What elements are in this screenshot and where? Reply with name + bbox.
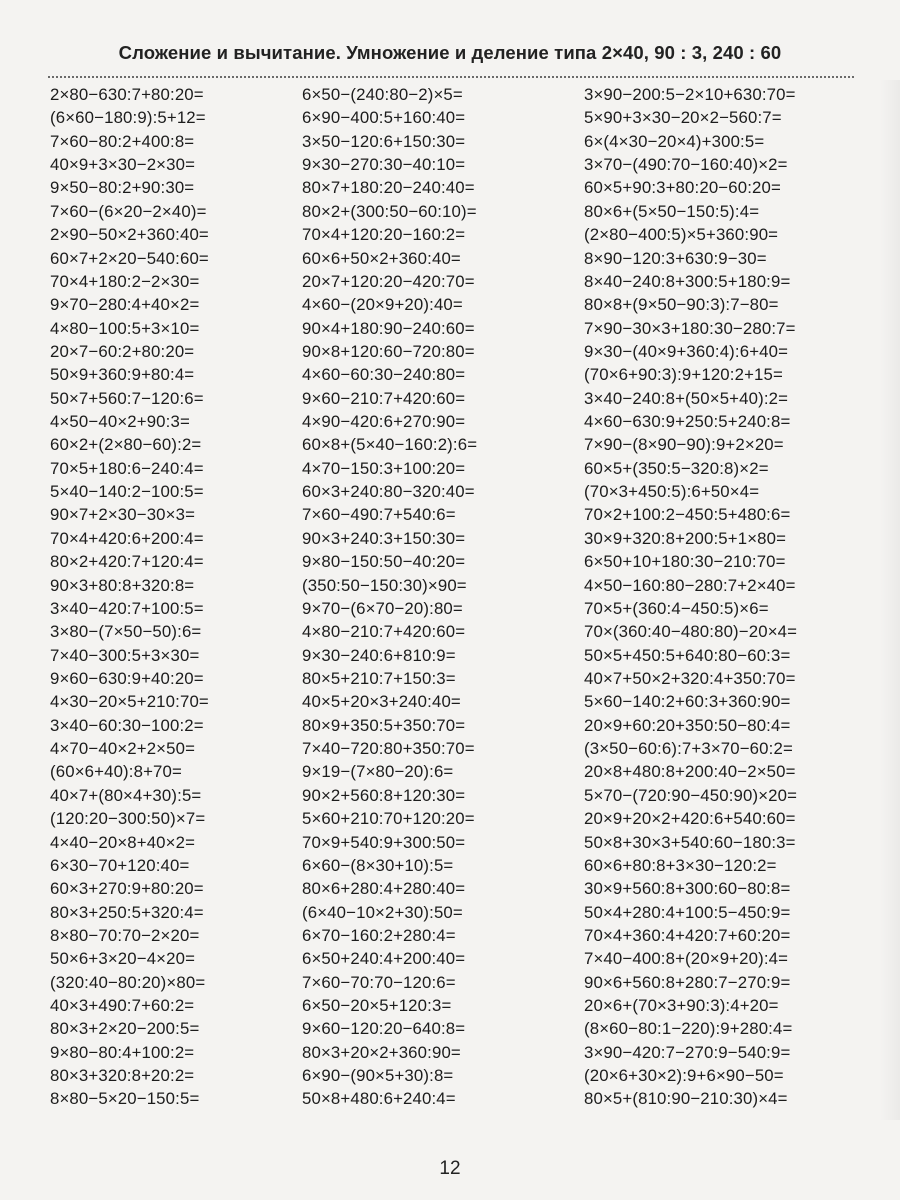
exercise-item: 4×60−630:9+250:5+240:8= [584,412,791,432]
exercise-item: 70×4+420:6+200:4= [50,528,204,548]
exercise-column-2 [302,83,477,1111]
exercise-item: 3×40−420:7+100:5= [50,598,204,618]
exercise-item: 70×4+360:4+420:7+60:20= [584,925,791,945]
exercise-item: 4×80−100:5+3×10= [50,318,200,338]
exercise-item: 9×70−280:4+40×2= [50,295,200,315]
exercise-item: 9×80−150:50−40:20= [302,552,466,572]
exercise-item: 6×(4×30−20×4)+300:5= [584,131,765,151]
exercise-item: 5×70−(720:90−450:90)×20= [584,785,798,805]
exercise-item: 80×3+2×20−200:5= [50,1019,200,1039]
exercise-item: (120:20−300:50)×7= [50,809,206,829]
exercise-item: 70×5+180:6−240:4= [50,458,204,478]
exercise-item: 9×50−80:2+90:30= [50,178,195,198]
exercise-item: 70×9+540:9+300:50= [302,832,466,852]
exercise-item: 20×9+60:20+350:50−80:4= [584,715,791,735]
exercise-item: 80×8+(9×50−90:3):7−80= [584,295,779,315]
exercise-item: 60×8+(5×40−160:2):6= [302,435,478,455]
exercise-item: 90×4+180:90−240:60= [302,318,475,338]
exercise-item: 5×60+210:70+120:20= [302,809,475,829]
exercise-item: 3×40−240:8+(50×5+40):2= [584,388,789,408]
exercise-item: 7×60−490:7+540:6= [302,505,456,525]
exercise-item: 9×30−240:6+810:9= [302,645,456,665]
exercise-item: 70×4+180:2−2×30= [50,271,200,291]
exercise-item: 7×40−720:80+350:70= [302,739,475,759]
exercise-item: (70×6+90:3):9+120:2+15= [584,365,783,385]
exercise-item: 4×30−20×5+210:70= [50,692,209,712]
exercise-item: 20×7−60:2+80:20= [50,341,195,361]
exercise-item: 90×3+240:3+150:30= [302,528,466,548]
exercise-item: 9×30−270:30−40:10= [302,155,466,175]
exercise-item: 70×5+(360:4−450:5)×6= [584,598,769,618]
exercise-item: 80×3+320:8+20:2= [50,1066,195,1086]
exercise-item: 20×9+20×2+420:6+540:60= [584,809,796,829]
exercise-item: 9×60−630:9+40:20= [50,668,204,688]
exercise-item: 9×80−80:4+100:2= [50,1042,195,1062]
exercise-item: 60×5+90:3+80:20−60:20= [584,178,781,198]
exercise-item: 7×60−70:70−120:6= [302,972,456,992]
exercise-item: 50×8+30×3+540:60−180:3= [584,832,796,852]
page-title: Сложение и вычитание. Умножение и деление типа 2×40, 90 : 3, 240 : 60 [118,42,782,63]
exercise-item: 8×80−5×20−150:5= [50,1089,200,1109]
exercise-item: 3×80−(7×50−50):6= [50,622,202,642]
exercise-item: 3×40−60:30−100:2= [50,715,204,735]
exercise-item: (8×60−80:1−220):9+280:4= [584,1019,793,1039]
exercise-item: (6×60−180:9):5+12= [50,108,206,128]
exercise-item: 90×6+560:8+280:7−270:9= [584,972,791,992]
exercise-item: 70×(360:40−480:80)−20×4= [584,622,798,642]
exercise-item: (350:50−150:30)×90= [302,575,467,595]
exercise-item: 50×8+480:6+240:4= [302,1089,456,1109]
exercise-item: 5×90+3×30−20×2−560:7= [584,108,782,128]
exercise-item: 40×7+(80×4+30):5= [50,785,202,805]
exercise-item: 60×6+50×2+360:40= [302,248,461,268]
exercise-item: 8×90−120:3+630:9−30= [584,248,767,268]
exercise-item: 7×90−(8×90−90):9+2×20= [584,435,784,455]
exercise-column-1 [50,83,209,1111]
exercise-item: 7×60−(6×20−2×40)= [50,201,207,221]
exercise-item: 90×3+80:8+320:8= [50,575,195,595]
exercise-item: 80×3+250:5+320:4= [50,902,204,922]
exercise-item: 80×7+180:20−240:40= [302,178,475,198]
exercise-item: 6×30−70+120:40= [50,855,190,875]
exercise-item: 8×40−240:8+300:5+180:9= [584,271,791,291]
exercise-item: 40×7+50×2+320:4+350:70= [584,668,796,688]
exercise-item: 4×70−150:3+100:20= [302,458,466,478]
exercise-item: 9×19−(7×80−20):6= [302,762,454,782]
exercise-item: 6×90−400:5+160:40= [302,108,466,128]
exercise-item: 6×70−160:2+280:4= [302,925,456,945]
exercise-item: 5×40−140:2−100:5= [50,482,204,502]
exercise-item: 3×70−(490:70−160:40)×2= [584,155,788,175]
exercise-item: 60×7+2×20−540:60= [50,248,209,268]
exercise-item: 50×7+560:7−120:6= [50,388,204,408]
exercise-item: 4×90−420:6+270:90= [302,412,466,432]
exercise-column-3 [584,83,797,1111]
exercise-item: 9×30−(40×9+360:4):6+40= [584,341,789,361]
exercise-item: 6×50+10+180:30−210:70= [584,552,786,572]
exercise-item: 90×7+2×30−30×3= [50,505,196,525]
exercise-item: 20×7+120:20−420:70= [302,271,475,291]
exercise-item: 7×40−300:5+3×30= [50,645,200,665]
exercise-item: 4×60−60:30−240:80= [302,365,466,385]
exercise-item: (20×6+30×2):9+6×90−50= [584,1066,784,1086]
exercise-item: 80×5+(810:90−210:30)×4= [584,1089,788,1109]
exercise-item: 40×5+20×3+240:40= [302,692,461,712]
exercise-item: (3×50−60:6):7+3×70−60:2= [584,739,793,759]
exercise-item: (6×40−10×2+30):50= [302,902,463,922]
exercise-item: 7×90−30×3+180:30−280:7= [584,318,796,338]
exercise-item: 3×90−200:5−2×10+630:70= [584,85,796,104]
page-number: 12 [439,1158,461,1179]
exercise-item: 30×9+560:8+300:60−80:8= [584,879,791,899]
exercise-item: 3×50−120:6+150:30= [302,131,466,151]
exercise-item: (320:40−80:20)×80= [50,972,206,992]
exercise-item: 50×5+450:5+640:80−60:3= [584,645,791,665]
dotted-divider [48,76,854,78]
exercise-item: 2×90−50×2+360:40= [50,225,209,245]
page-fold-shadow [880,80,900,1120]
exercise-item: 80×6+280:4+280:40= [302,879,466,899]
exercise-item: 60×6+80:8+3×30−120:2= [584,855,777,875]
exercise-item: 60×3+240:80−320:40= [302,482,475,502]
exercise-item: 8×80−70:70−2×20= [50,925,200,945]
exercise-item: 80×9+350:5+350:70= [302,715,466,735]
exercise-item: 30×9+320:8+200:5+1×80= [584,528,787,548]
exercise-item: 4×50−40×2+90:3= [50,412,190,432]
exercise-item: 4×60−(20×9+20):40= [302,295,463,315]
exercise-item: 60×2+(2×80−60):2= [50,435,202,455]
exercise-item: 70×2+100:2−450:5+480:6= [584,505,791,525]
exercise-item: 4×80−210:7+420:60= [302,622,466,642]
exercise-item: 90×2+560:8+120:30= [302,785,466,805]
exercise-item: 5×60−140:2+60:3+360:90= [584,692,791,712]
exercise-item: 80×3+20×2+360:90= [302,1042,461,1062]
exercise-item: 50×4+280:4+100:5−450:9= [584,902,791,922]
exercise-item: 4×50−160:80−280:7+2×40= [584,575,796,595]
exercise-item: 6×60−(8×30+10):5= [302,855,454,875]
exercise-item: 80×6+(5×50−150:5):4= [584,201,760,221]
exercise-item: 2×80−630:7+80:20= [50,85,204,104]
exercise-item: 90×8+120:60−720:80= [302,341,475,361]
exercise-item: 70×4+120:20−160:2= [302,225,466,245]
exercise-item: 40×9+3×30−2×30= [50,155,196,175]
exercise-item: 50×9+360:9+80:4= [50,365,195,385]
exercise-item: 20×8+480:8+200:40−2×50= [584,762,796,782]
exercise-item: 9×60−120:20−640:8= [302,1019,466,1039]
exercise-item: 6×50−20×5+120:3= [302,996,452,1016]
exercise-item: 6×90−(90×5+30):8= [302,1066,454,1086]
exercise-item: 50×6+3×20−4×20= [50,949,196,969]
exercise-item: 80×2+(300:50−60:10)= [302,201,477,221]
exercise-item: 7×60−80:2+400:8= [50,131,195,151]
exercise-item: (2×80−400:5)×5+360:90= [584,225,779,245]
exercise-item: 4×40−20×8+40×2= [50,832,196,852]
exercise-item: 9×60−210:7+420:60= [302,388,466,408]
exercise-item: (70×3+450:5):6+50×4= [584,482,760,502]
exercise-item: 3×90−420:7−270:9−540:9= [584,1042,791,1062]
exercise-item: 60×3+270:9+80:20= [50,879,204,899]
exercise-item: 40×3+490:7+60:2= [50,996,195,1016]
exercise-item: 9×70−(6×70−20):80= [302,598,463,618]
exercise-item: (60×6+40):8+70= [50,762,182,782]
exercise-item: 60×5+(350:5−320:8)×2= [584,458,769,478]
exercise-item: 80×2+420:7+120:4= [50,552,204,572]
exercise-item: 80×5+210:7+150:3= [302,668,456,688]
exercise-item: 6×50+240:4+200:40= [302,949,466,969]
exercise-item: 7×40−400:8+(20×9+20):4= [584,949,789,969]
exercise-item: 6×50−(240:80−2)×5= [302,85,463,104]
exercise-item: 4×70−40×2+2×50= [50,739,196,759]
exercise-item: 20×6+(70×3+90:3):4+20= [584,996,779,1016]
